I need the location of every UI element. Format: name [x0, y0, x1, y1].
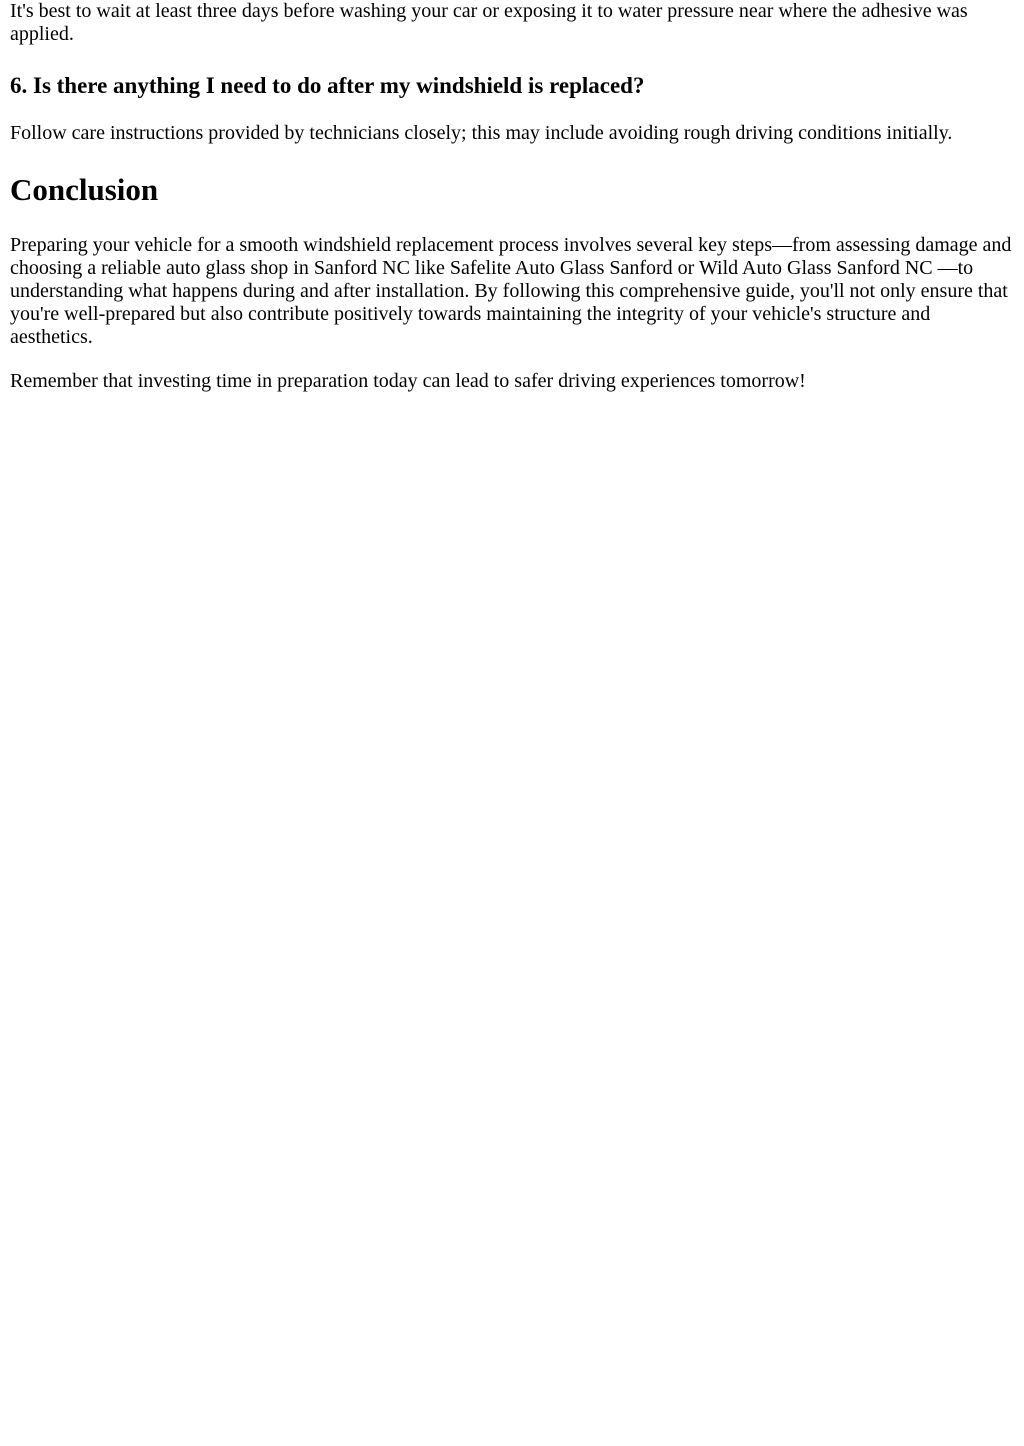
conclusion-heading: Conclusion	[10, 172, 159, 207]
intro-paragraph: It's best to wait at least three days before washing your car or exposing it to water pressure near where the adhesive was applied.	[10, 0, 968, 45]
article-body	[0, 0, 1024, 393]
conclusion-paragraph-2: Remember that investing time in preparation today can lead to safer driving experiences tomorrow!	[10, 370, 806, 392]
conclusion-paragraph-1: Preparing your vehicle for a smooth windshield replacement process involves several key steps—from assessing damage and choosing a reliable auto glass shop in Sanford NC like Safelite Auto Glass Sanford or Wild Auto Glass Sanford NC —to understanding what happens during and after installation. By following this comprehensive guide, you'll not only ensure that you're well-prepared but also contribute positively towards maintaining the integrity of your vehicle's structure and aesthetics.	[10, 234, 1012, 348]
faq-6-heading: 6. Is there anything I need to do after my windshield is replaced?	[10, 73, 645, 98]
faq-6-answer: Follow care instructions provided by technicians closely; this may include avoiding rough driving conditions initially.	[10, 122, 953, 144]
